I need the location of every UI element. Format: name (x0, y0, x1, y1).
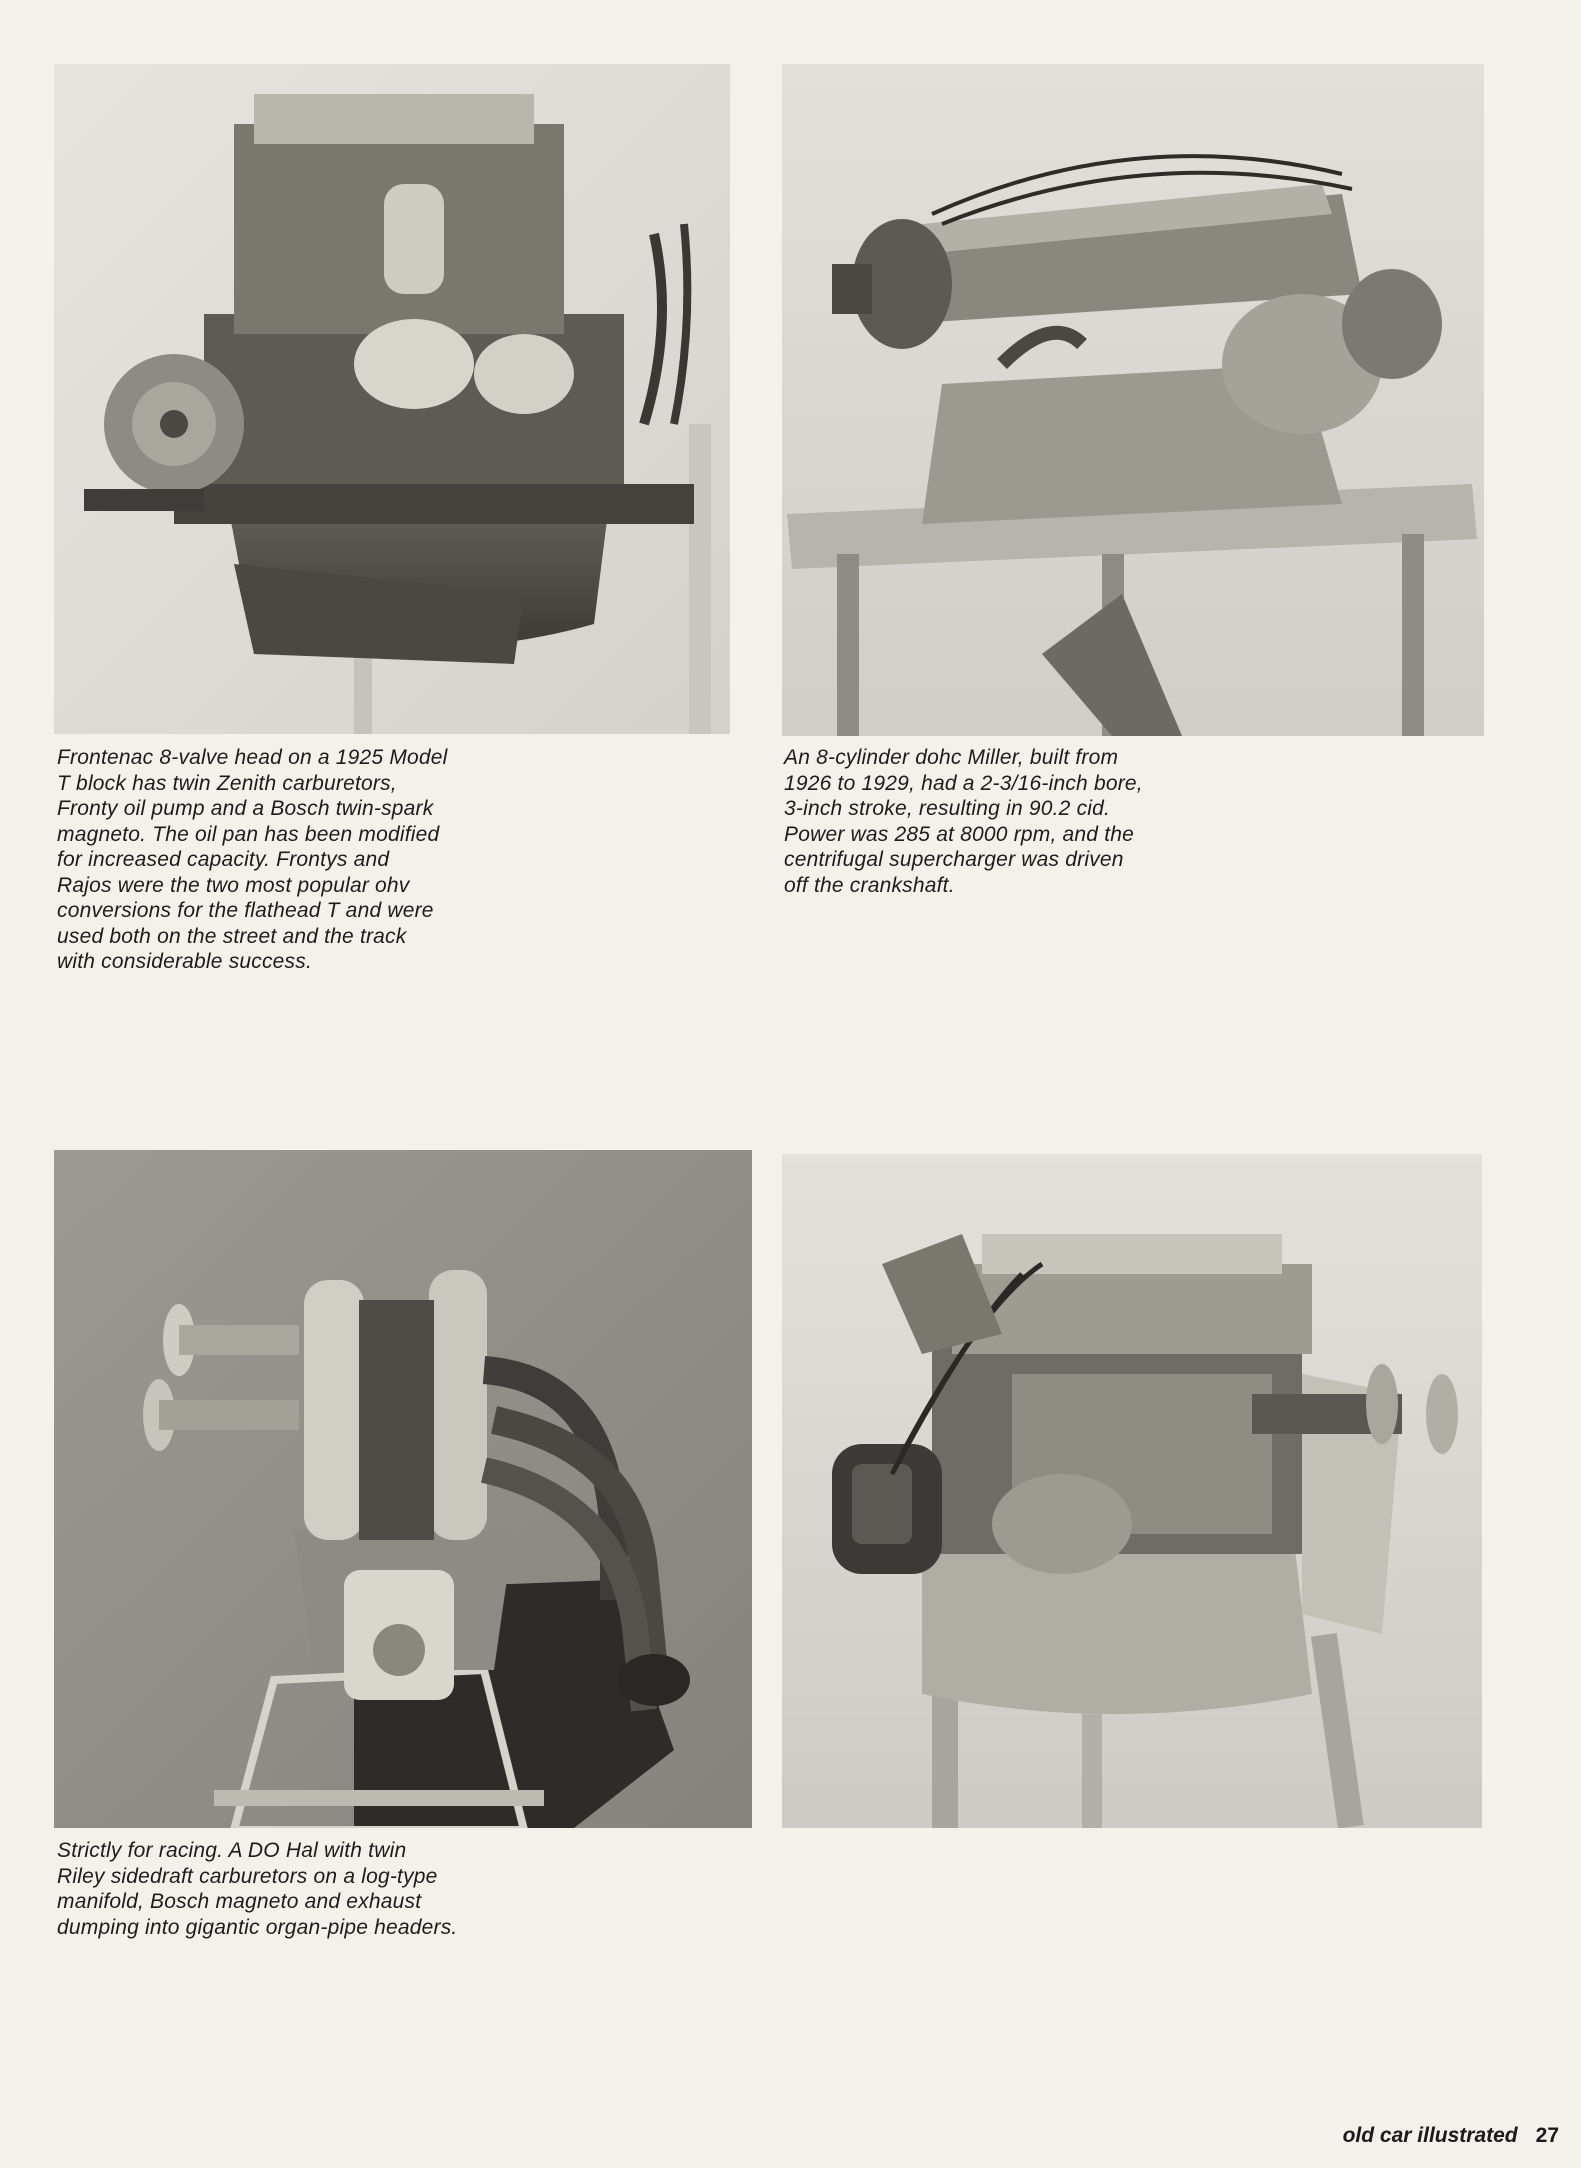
caption-frontenac-engine: Frontenac 8-valve head on a 1925 Model T block has twin Zenith carburetors, Fronty oil pump and a Bosch twin-spark magneto. The oil pan has been modified for increased capacity. Frontys and Rajos were the two most popular ohv conversions for the flathead T and were used both on the street and the track with considerable success. (57, 746, 448, 973)
photo-do-hal-engine (54, 1150, 752, 1828)
caption-miller-engine: An 8-cylinder dohc Miller, built from 1926 to 1929, had a 2-3/16-inch bore, 3-inch stroke, resulting in 90.2 cid. Power was 285 at 8000 rpm, and the centrifugal supercharger was driven off the crankshaft. (784, 746, 1143, 897)
caption-do-hal-engine: Strictly for racing. A DO Hal with twin Riley sidedraft carburetors on a log-type manifold, Bosch magneto and exhaust dumping into gigantic organ-pipe headers. (57, 1839, 458, 1939)
page-number: 27 (1535, 2124, 1559, 2147)
page-footer (1343, 2124, 1559, 2148)
photo-frontenac-engine (54, 64, 730, 734)
photo-organ-pipe-engine (782, 1154, 1482, 1828)
photo-miller-engine (782, 64, 1484, 736)
publication-name: old car illustrated (1342, 2124, 1518, 2147)
